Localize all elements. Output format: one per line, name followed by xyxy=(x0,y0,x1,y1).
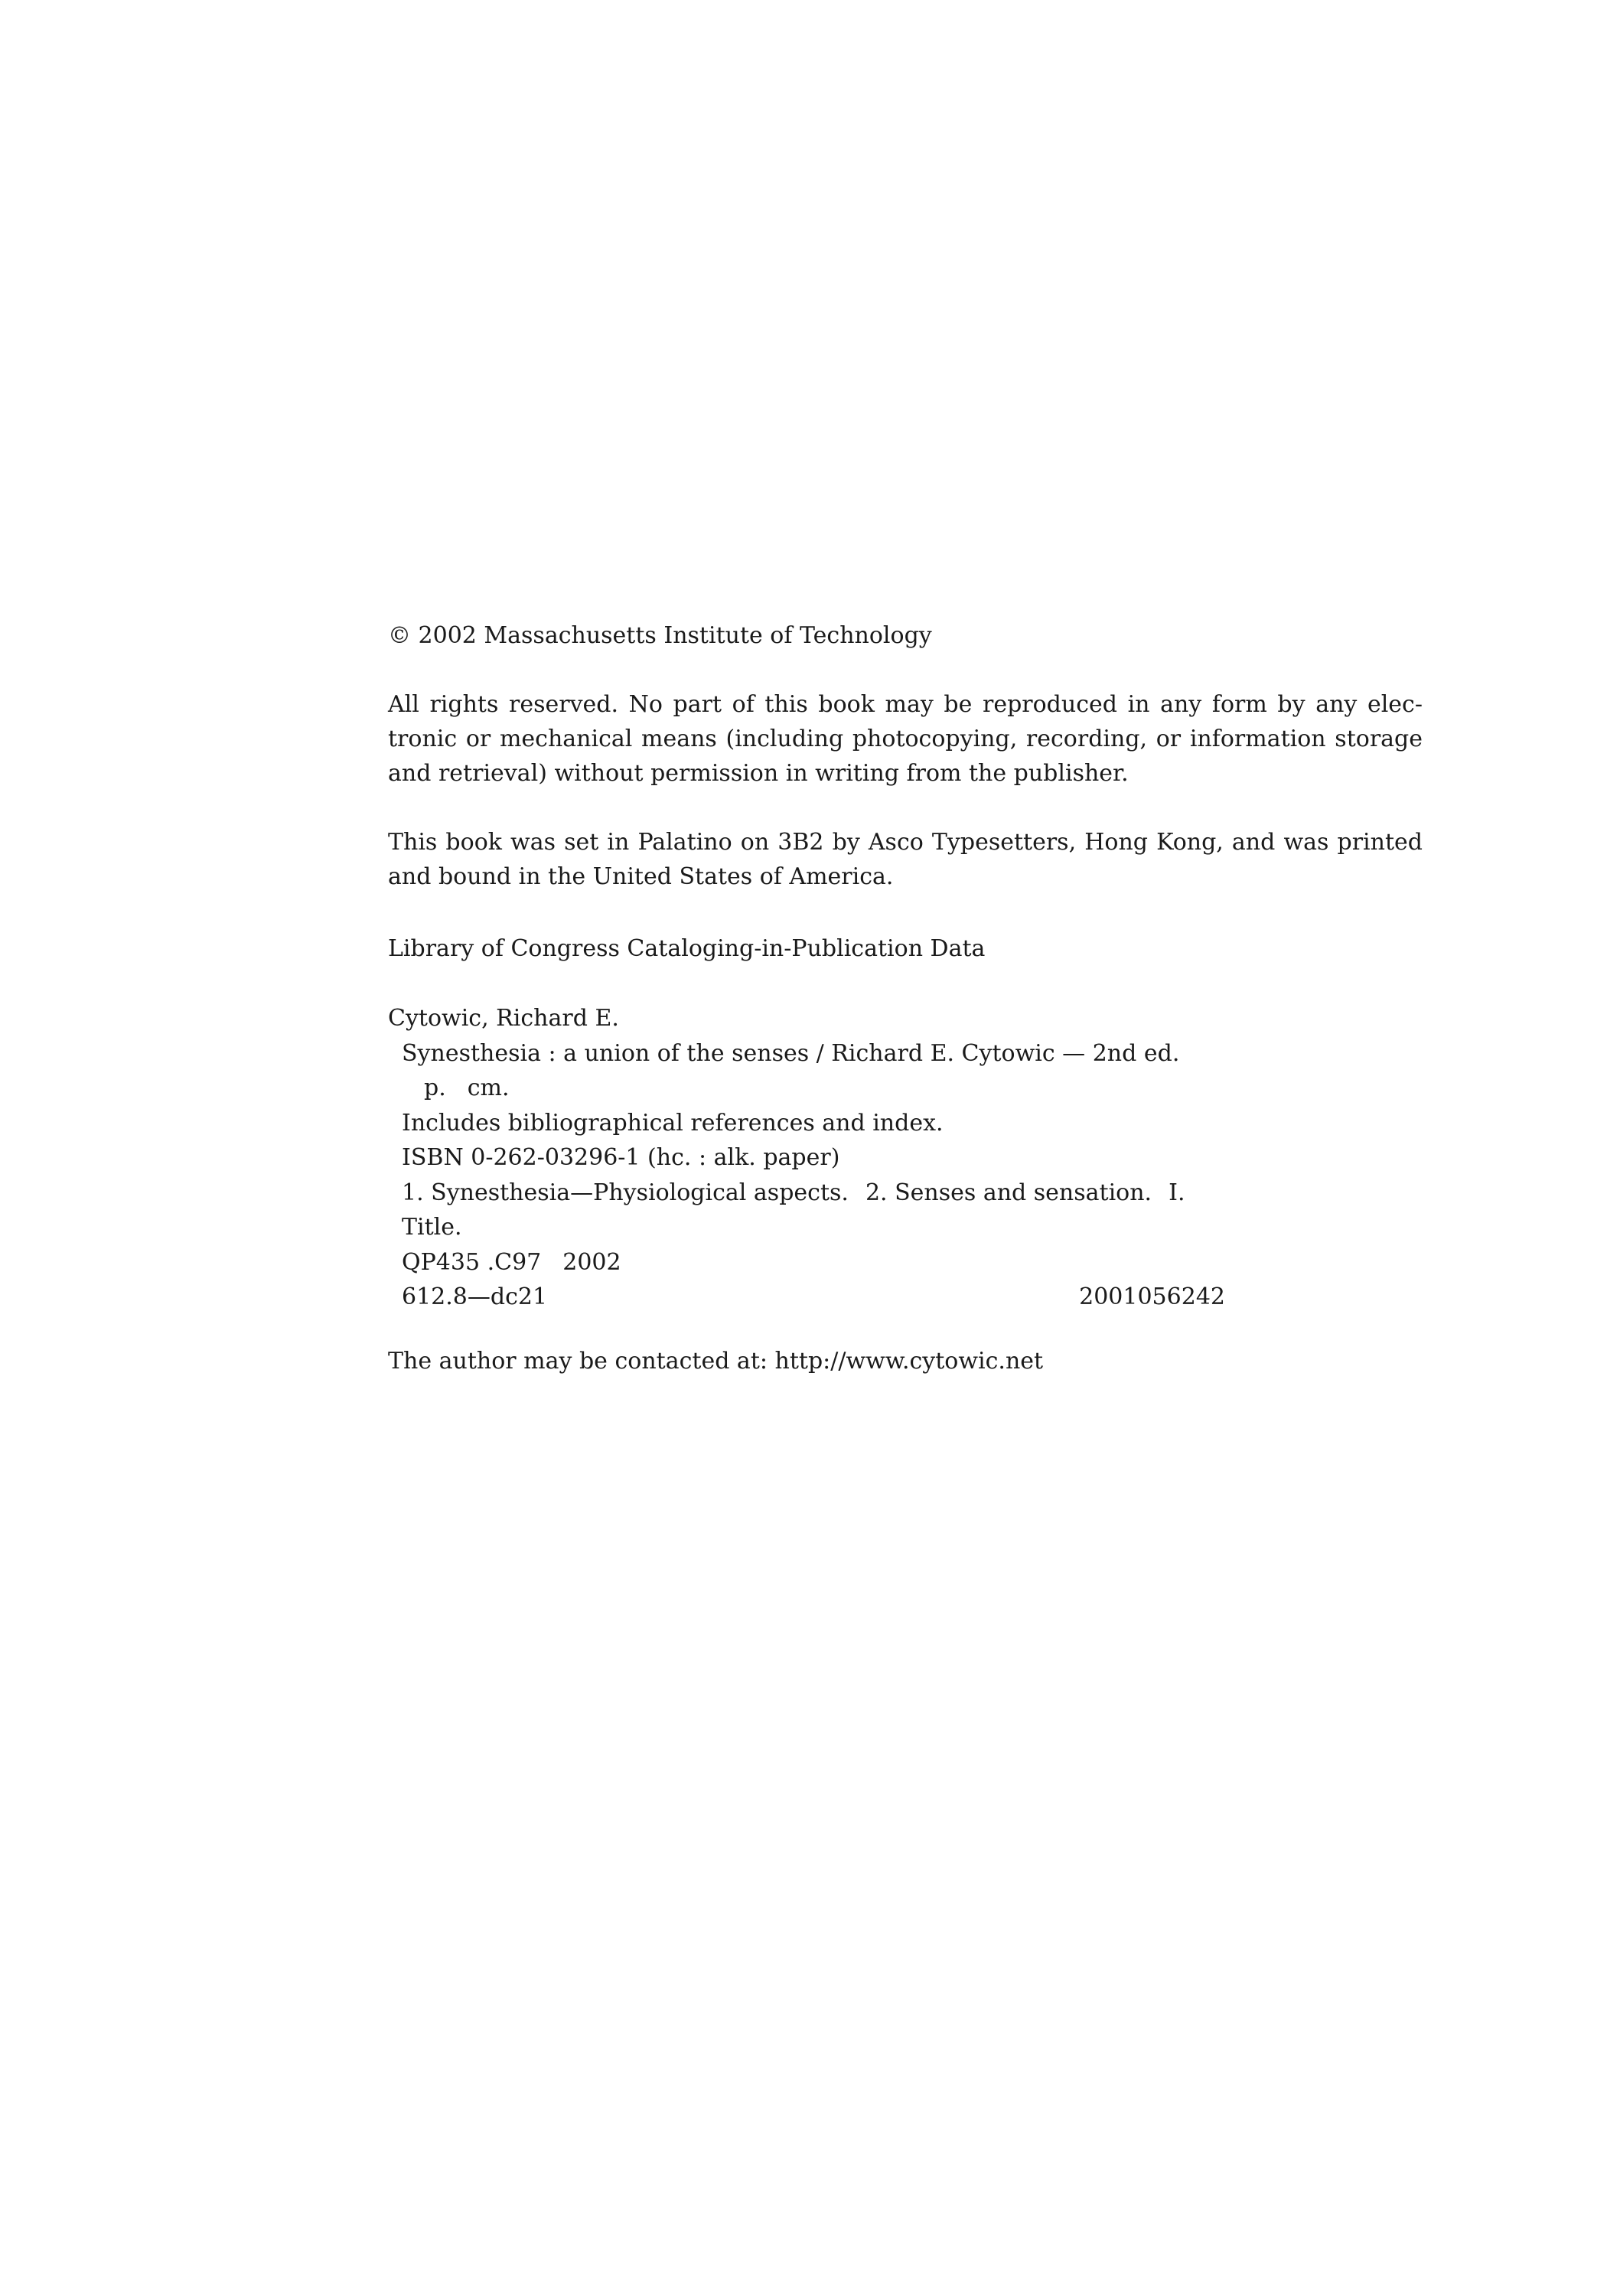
cip-dimensions: cm. xyxy=(467,1075,510,1101)
rights-line-1: All rights reserved. No part of this book may be reproduced in any form by any elec- xyxy=(388,691,1423,718)
cip-heading-text: Library of Congress Cataloging-in-Publication Data xyxy=(388,935,986,962)
cip-dewey-row xyxy=(388,1280,1230,1315)
copyright-line xyxy=(388,618,1423,653)
printing-line-1: This book was set in Palatino on 3B2 by Asco Typesetters, Hong Kong, and was printed xyxy=(388,829,1423,856)
cip-author: Cytowic, Richard E. xyxy=(388,1005,619,1032)
contact-line xyxy=(388,1344,1423,1378)
copyright-text: 2002 Massachusetts Institute of Technology xyxy=(418,622,932,649)
rights-line-3: and retrieval) without permission in writing from the publisher. xyxy=(388,760,1129,787)
cip-isbn: ISBN 0-262-03296-1 (hc. : alk. paper) xyxy=(402,1144,840,1171)
printing-line-2: and bound in the United States of America. xyxy=(388,863,894,890)
cip-subject-3: I. Title. xyxy=(402,1179,1185,1241)
cip-lc-class-number: QP435 .C97 xyxy=(402,1248,542,1276)
cip-dewey: 612.8—dc21 xyxy=(402,1283,548,1310)
cip-lc-class xyxy=(388,1245,1230,1280)
cip-pagination: p. xyxy=(424,1075,446,1101)
contact-text: The author may be contacted at: http://www.cytowic.net xyxy=(388,1348,1044,1375)
rights-line-2: tronic or mechanical means (including photocopying, recording, or information storage xyxy=(388,726,1423,752)
cip-heading xyxy=(388,931,1423,966)
rights-paragraph xyxy=(388,687,1423,791)
cip-subjects xyxy=(388,1176,1230,1245)
cip-title-line: Synesthesia : a union of the senses / Richard E. Cytowic — 2nd ed. xyxy=(402,1039,1180,1067)
cip-subject-2: 2. Senses and sensation. xyxy=(865,1179,1152,1206)
copyright-symbol: © xyxy=(388,622,411,649)
cip-physical-description xyxy=(388,1071,1230,1106)
cip-record xyxy=(388,1001,1230,1315)
cip-subject-1: 1. Synesthesia—Physiological aspects. xyxy=(402,1179,849,1206)
cip-lc-year: 2002 xyxy=(562,1248,621,1276)
cip-notes: Includes bibliographical references and index. xyxy=(402,1109,944,1137)
cip-lccn: 2001056242 xyxy=(1079,1283,1225,1310)
printing-paragraph xyxy=(388,825,1423,894)
